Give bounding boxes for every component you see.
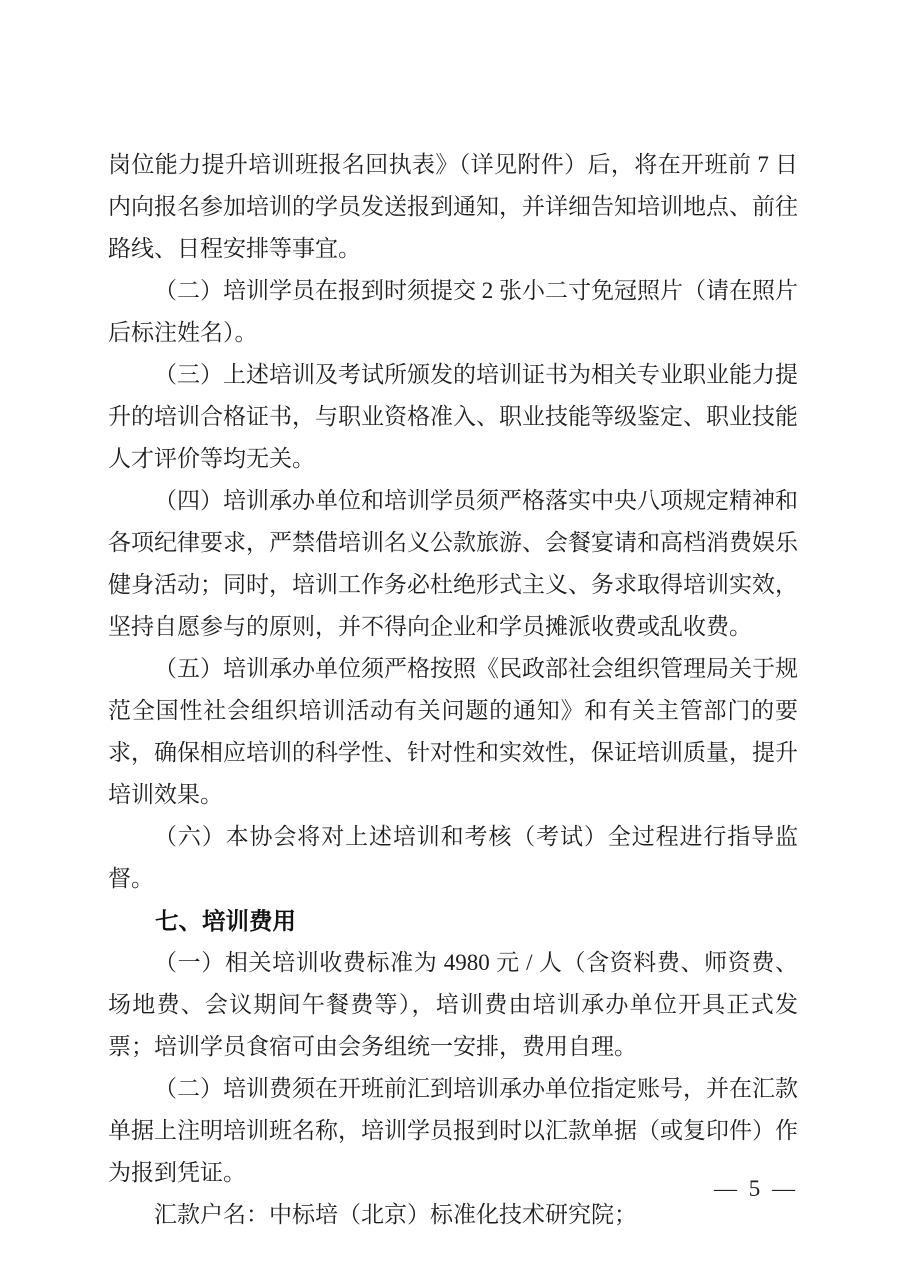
fee-paragraph-1: （一）相关培训收费标准为 4980 元 / 人（含资料费、师资费、场地费、会议期间午餐费等），培训费由培训承办单位开具正式发票；培训学员食宿可由会务组统一安排，费用自理。	[108, 950, 798, 1059]
remittance-account-line: 汇款户名：中标培（北京）标准化技术研究院；	[154, 1202, 637, 1227]
paragraph-continuation: 岗位能力提升培训班报名回执表》（详见附件）后，将在开班前 7 日内向报名参加培训的学员发送报到通知，并详细告知培训地点、前往路线、日程安排等事宜。	[108, 152, 798, 261]
paragraph-item-2: （二）培训学员在报到时须提交 2 张小二寸免冠照片（请在照片后标注姓名）。	[108, 278, 798, 345]
fee-paragraph-2: （二）培训费须在开班前汇到培训承办单位指定账号，并在汇款单据上注明培训班名称，培训学员报到时以汇款单据（或复印件）作为报到凭证。	[108, 1076, 798, 1185]
document-body	[108, 144, 798, 1236]
section-heading-training-fees: 七、培训费用	[155, 908, 296, 934]
page-number: — 5 —	[714, 1176, 798, 1201]
paragraph-item-4: （四）培训承办单位和培训学员须严格落实中央八项规定精神和各项纪律要求，严禁借培训名义公款旅游、会餐宴请和高档消费娱乐健身活动；同时，培训工作务必杜绝形式主义、务求取得培训实效，坚持自愿参与的原则，并不得向企业和学员摊派收费或乱收费。	[108, 488, 798, 639]
paragraph-item-6: （六）本协会将对上述培训和考核（考试）全过程进行指导监督。	[108, 824, 798, 891]
paragraph-item-5: （五）培训承办单位须严格按照《民政部社会组织管理局关于规范全国性社会组织培训活动有关问题的通知》和有关主管部门的要求，确保相应培训的科学性、针对性和实效性，保证培训质量，提升培训效果。	[108, 656, 798, 807]
paragraph-item-3: （三）上述培训及考试所颁发的培训证书为相关专业职业能力提升的培训合格证书，与职业资格准入、职业技能等级鉴定、职业技能人才评价等均无关。	[108, 362, 798, 471]
